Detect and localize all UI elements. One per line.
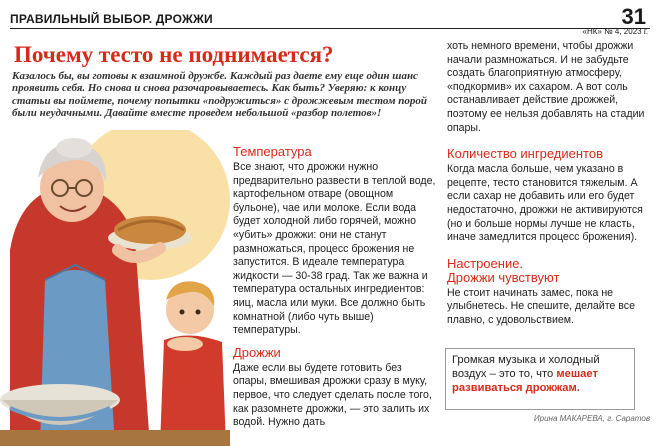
article-title: Почему тесто не поднимается?: [14, 42, 334, 67]
page-header: [0, 0, 660, 40]
text-temperature: Все знают, что дрожжи нужно предварительно развести в теплой воде, картофельном отваре (овощном бульоне), чае или молоке. Если вода будет холодной либо горячей, можно «убить» дрожжи: они не станут размножаться, процесс брожения не запустится. В идеале температура жидкости — 30-38 град. Так же важна и температура остальных ингредиентов: яиц, масла или муки. Все должно быть комнатной (либо чуть выше) температуры.: [233, 161, 436, 337]
heading-quantity: Количество ингредиентов: [447, 146, 603, 162]
heading-yeast: Дрожжи: [233, 344, 281, 360]
header-rule: [10, 28, 650, 29]
quote-box: [445, 348, 635, 410]
column-right: [447, 40, 657, 328]
article-lead: Казалось бы, вы готовы к взаимной дружбе. Каждый раз даете ему еще один шанс проявить себя. Но снова и снова разочаровываетесь. Как быть? Уверяю: к концу статьи вы поймете, почему попытки «подружиться» с дрожжевым тестом порой были неудачными. Давайте вместе проведем небольшой «разбор полетов»!: [12, 70, 427, 120]
quote-text: Громкая музыка и холодный воздух – это то, что: [452, 354, 600, 380]
page-number: 31: [621, 4, 646, 29]
column-middle: [233, 145, 438, 430]
section-label: ПРАВИЛЬНЫЙ ВЫБОР. ДРОЖЖИ: [10, 12, 213, 26]
heading-mood-1: Настроение.: [447, 255, 524, 271]
text-quantity: Когда масла больше, чем указано в рецепте, тесто становится тяжелым. А если сахар не добавить или его будет недостаточно, дрожжи не активируются (но и больше нормы лучше не класть, иначе замедлится процесс брожения).: [447, 163, 643, 244]
text-yeast-continued: хоть немного времени, чтобы дрожжи начали размножаться. И не забудьте создать благоприятную атмосферу, «подкормив» их сахаром. А вот соль останавливает действие дрожжей, поэтому ее нельзя добавлять на стадии опары.: [447, 40, 645, 134]
heading-temperature: Температура: [233, 144, 312, 159]
text-mood: Не стоит начинать замес, пока не улыбнетесь. Не спешите, делайте все плавно, с удовольствием.: [447, 286, 635, 326]
quote-highlight: мешает развиваться дрожжам.: [452, 368, 598, 394]
author-signature: Ирина МАКАРЕВА, г. Саратов: [533, 414, 650, 423]
illustration-grandmother-child: [0, 130, 230, 446]
heading-mood-2: Дрожжи чувствуют: [447, 269, 560, 285]
issue-label: «НК» № 4, 2023 г.: [582, 27, 648, 36]
text-yeast: Даже если вы будете готовить без опары, вмешивая дрожжи сразу в муку, первое, что следует сделать после того, как разомнете дрожжи, — это залить их водой. Нужно дать: [233, 361, 432, 429]
